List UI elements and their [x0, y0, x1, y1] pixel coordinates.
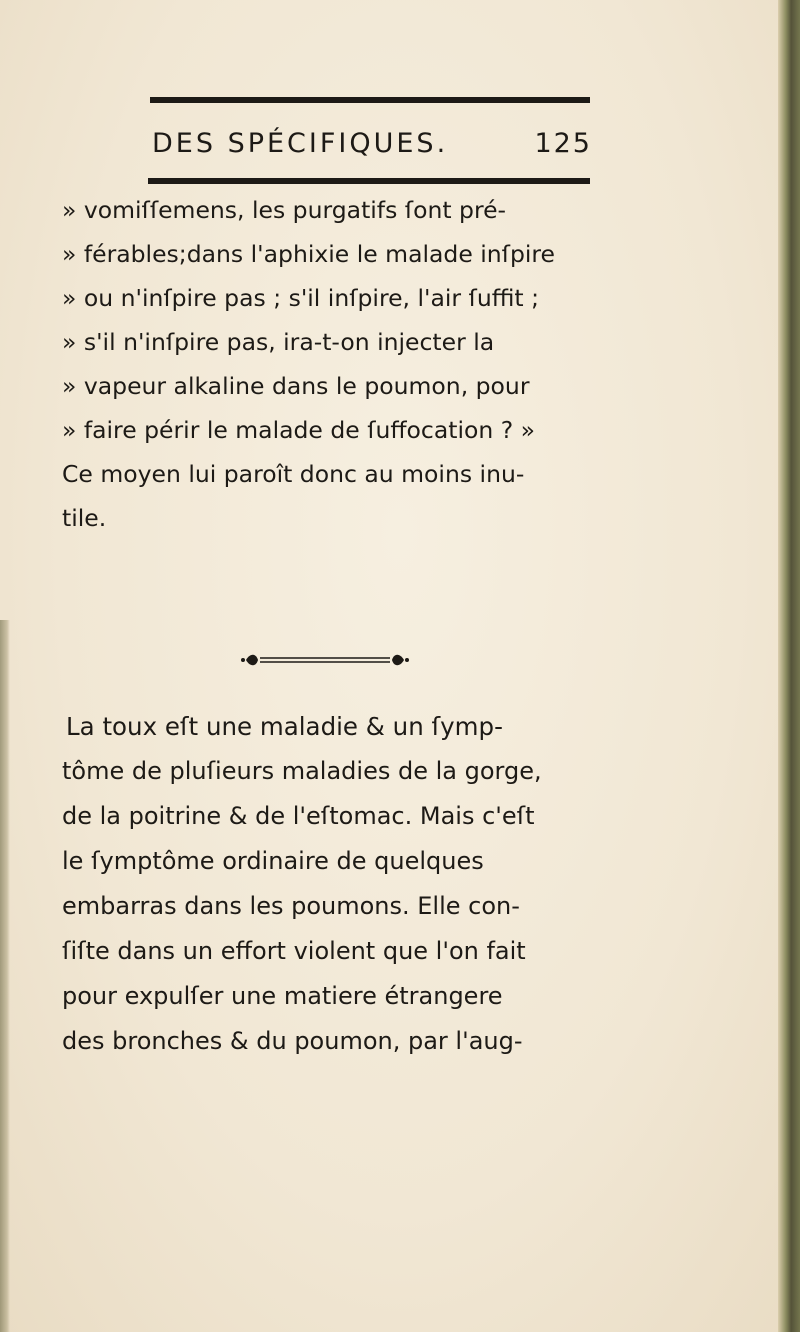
text-line: » férables;dans l'aphixie le malade inſpire [62, 240, 555, 268]
text-line: Ce moyen lui paroît donc au moins inu- [62, 460, 525, 488]
text-line: » vomiſſemens, les purgatifs ſont pré- [62, 196, 507, 224]
text-line: » ou n'inſpire pas ; s'il inſpire, l'air ſuffit ; [62, 284, 540, 312]
text-line: de la poitrine & de l'eſtomac. Mais c'eſt [62, 802, 535, 830]
page-header [152, 128, 592, 168]
text-line: tile. [62, 504, 107, 532]
text-line: le ſymptôme ordinaire de quelques [62, 847, 484, 875]
text-line: ſiſte dans un effort violent que l'on fait [62, 937, 526, 965]
page-binding-edge [778, 0, 800, 1332]
header-rule-top [150, 97, 590, 103]
text-line: pour expulſer une matiere étrangere [62, 982, 503, 1010]
text-line: » faire périr le malade de ſuffocation ? » [62, 416, 536, 444]
text-line: » s'il n'inſpire pas, ira-t-on injecter la [62, 328, 495, 356]
page-number: 125 [534, 128, 592, 159]
running-head: DES SPÉCIFIQUES. [152, 128, 449, 159]
text-line: tôme de pluſieurs maladies de la gorge, [62, 757, 542, 785]
section-divider-ornament [240, 650, 410, 670]
page-shadow-edge [0, 620, 10, 1332]
header-rule-bottom [148, 178, 590, 184]
text-line: » vapeur alkaline dans le poumon, pour [62, 372, 530, 400]
text-line: La toux eſt une maladie & un ſymp- [66, 712, 503, 741]
text-line: embarras dans les poumons. Elle con- [62, 892, 520, 920]
paragraph-quote-end [62, 196, 592, 556]
paragraph-toux [62, 712, 592, 1072]
text-line: des bronches & du poumon, par l'aug- [62, 1027, 523, 1055]
